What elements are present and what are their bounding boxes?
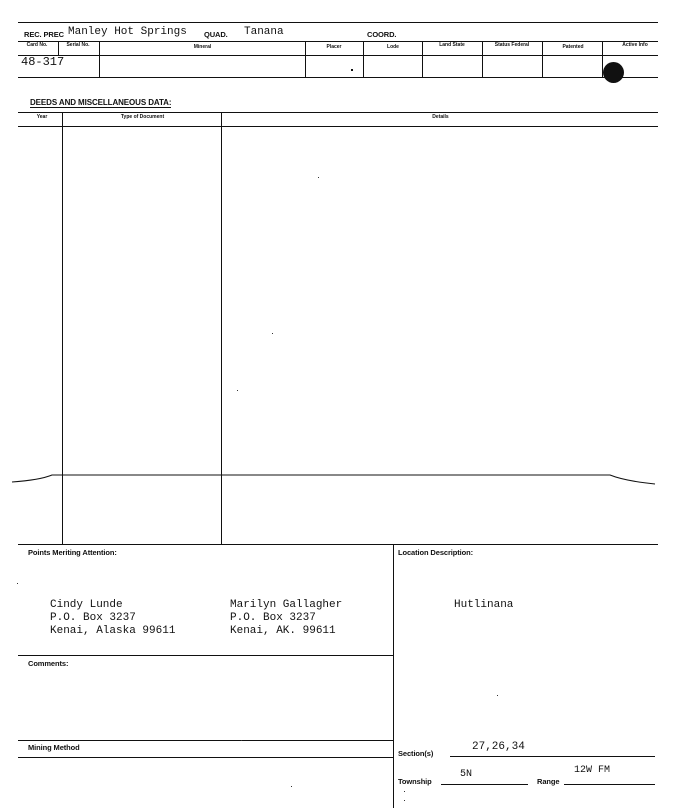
col-serial-no: Serial No. bbox=[66, 42, 90, 48]
location-value: Hutlinana bbox=[454, 599, 514, 611]
contact-2-name: Marilyn Gallagher bbox=[230, 599, 343, 611]
range-label: Range bbox=[537, 777, 560, 786]
col-type: Type of Document bbox=[120, 114, 165, 120]
sections-line bbox=[450, 756, 655, 757]
quad-value: Tanana bbox=[244, 26, 284, 38]
contact-1-name: Cindy Lunde bbox=[50, 599, 123, 611]
mining-bottom-rule bbox=[18, 757, 394, 758]
header-rule bbox=[18, 41, 658, 42]
colhead-rule bbox=[18, 55, 658, 56]
range-line bbox=[564, 784, 655, 785]
speck bbox=[318, 177, 319, 178]
col-card-no: Card No. bbox=[26, 42, 48, 48]
speck bbox=[291, 786, 292, 787]
quad-label: QUAD. bbox=[204, 30, 228, 39]
deeds-top-rule bbox=[18, 112, 658, 113]
coord-label: COORD. bbox=[367, 30, 397, 39]
township-label: Township bbox=[398, 777, 432, 786]
mining-rule bbox=[18, 740, 394, 741]
placer-dot bbox=[351, 69, 353, 71]
col-sep bbox=[99, 41, 100, 77]
rec-prec-label: REC. PREC bbox=[24, 30, 64, 39]
comments-label: Comments: bbox=[28, 659, 69, 668]
deeds-title: DEEDS AND MISCELLANEOUS DATA: bbox=[30, 98, 172, 107]
contact-2-address: P.O. Box 3237 bbox=[230, 612, 316, 624]
range-value: 12W FM bbox=[574, 765, 611, 776]
contact-1-address: P.O. Box 3237 bbox=[50, 612, 136, 624]
speck bbox=[404, 791, 405, 792]
speck bbox=[404, 800, 405, 801]
rec-prec-value: Manley Hot Springs bbox=[68, 26, 187, 38]
comments-rule bbox=[18, 655, 394, 656]
township-value: 5N bbox=[460, 769, 473, 780]
location-label: Location Description: bbox=[398, 548, 473, 557]
col-lode: Lode bbox=[387, 44, 399, 50]
lower-divider bbox=[393, 544, 394, 808]
col-sep bbox=[305, 41, 306, 77]
record-rule bbox=[18, 77, 658, 78]
col-status-federal: Status Federal bbox=[494, 42, 530, 48]
speck bbox=[497, 695, 498, 696]
col-land-state: Land State bbox=[439, 42, 465, 48]
col-sep bbox=[482, 41, 483, 77]
col-sep bbox=[58, 41, 59, 55]
speck bbox=[272, 333, 273, 334]
col-year: Year bbox=[36, 114, 48, 120]
sections-value: 27,26,34 bbox=[472, 741, 525, 753]
col-details: Details bbox=[432, 114, 449, 120]
speck bbox=[237, 390, 238, 391]
active-marker bbox=[603, 62, 624, 83]
township-line bbox=[441, 784, 528, 785]
speck bbox=[17, 583, 18, 584]
card-no-value: 48-317 bbox=[21, 55, 65, 69]
col-patented: Patented bbox=[562, 44, 584, 50]
speck bbox=[241, 740, 242, 741]
top-rule bbox=[18, 22, 658, 23]
deeds-curve-rule bbox=[0, 466, 678, 496]
deeds-bottom-rule bbox=[18, 544, 658, 545]
contact-1-city: Kenai, Alaska 99611 bbox=[50, 625, 176, 637]
col-active-info: Active Info bbox=[622, 42, 648, 48]
col-mineral: Mineral bbox=[193, 44, 212, 50]
sections-label: Section(s) bbox=[398, 749, 434, 758]
deeds-head-rule bbox=[18, 126, 658, 127]
col-placer: Placer bbox=[326, 44, 342, 50]
mining-method-label: Mining Method bbox=[28, 743, 80, 752]
col-sep bbox=[542, 41, 543, 77]
col-sep bbox=[363, 41, 364, 77]
contact-2-city: Kenai, AK. 99611 bbox=[230, 625, 336, 637]
points-label: Points Meriting Attention: bbox=[28, 548, 117, 557]
col-sep bbox=[422, 41, 423, 77]
